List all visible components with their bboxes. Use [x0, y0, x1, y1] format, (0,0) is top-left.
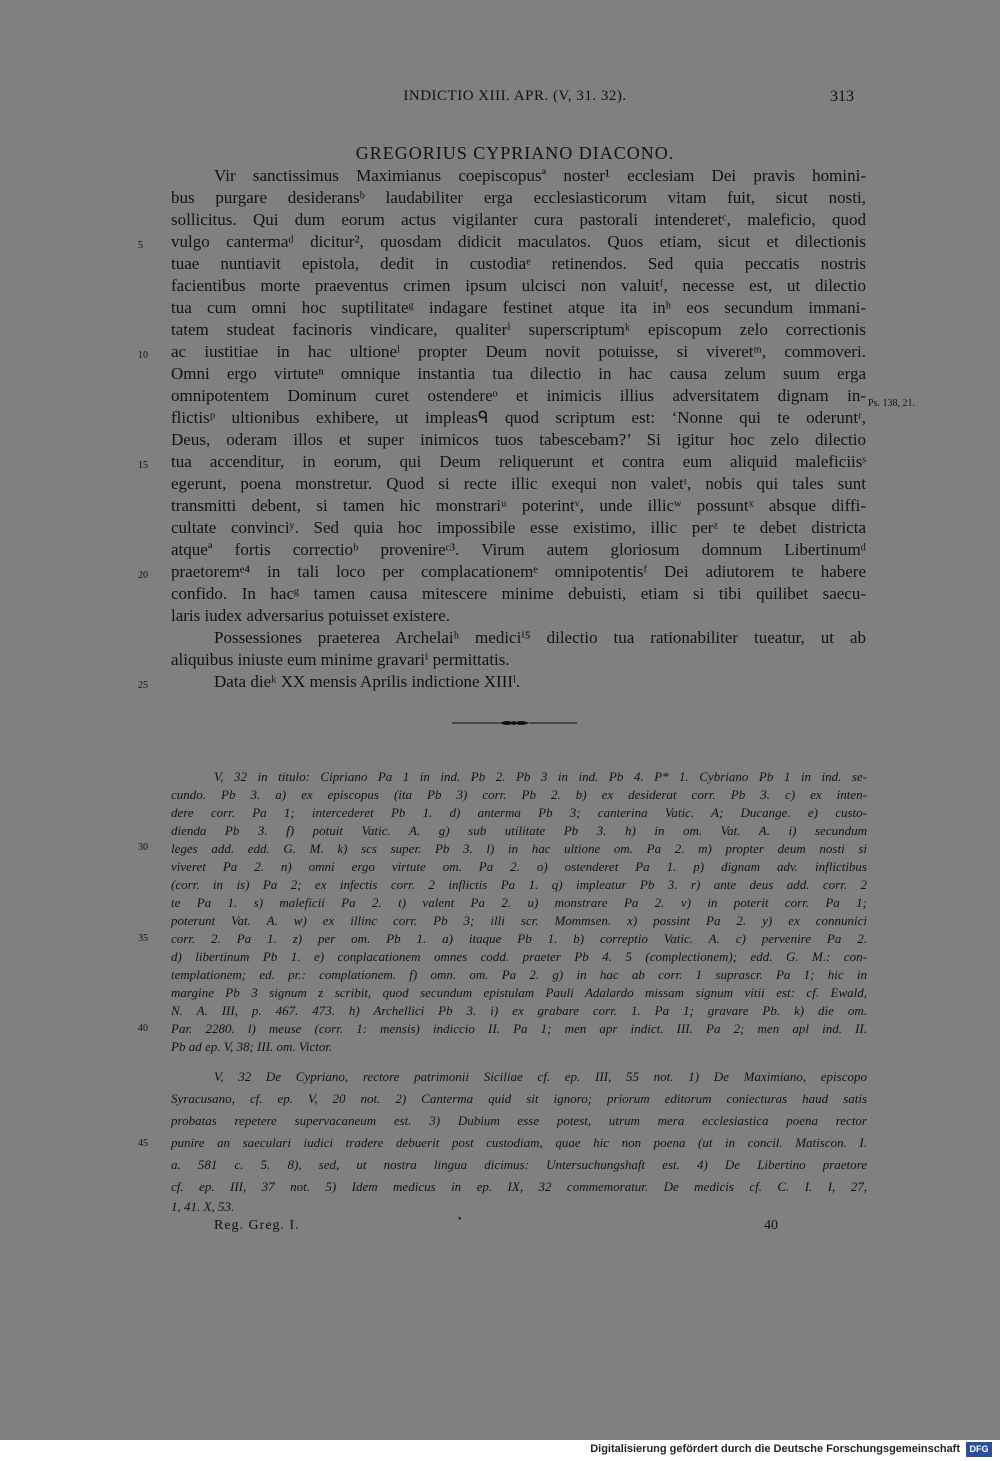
- signature-mark: Reg. Greg. I.: [214, 1218, 300, 1233]
- note-line: probatas repetere supervacaneum est. 3) Dubium esse potest, utrum mera ecclesiastica poena rector: [171, 1113, 867, 1128]
- body-line: sollicitus. Qui dum eorum actus vigilanter cura pastorali intenderetᶜ, maleficio, quod: [171, 210, 866, 229]
- apparatus-line: cundo. Pb 3. a) ex episcopus (ita Pb 3) corr. Pb 2. b) ex desiderat corr. Pb 3. c) ex inten-: [171, 787, 867, 802]
- line-number: 25: [138, 680, 148, 691]
- body-line: aliquibus iniuste eum minime gravariⁱ permittatis.: [171, 650, 510, 669]
- digitization-credit[interactable]: Digitalisierung gefördert durch die Deutsche Forschungsgemeinschaft: [590, 1443, 960, 1455]
- body-line: praetoremᵉ⁴ in tali loco per complacationemᵉ omnipotentisᶠ Dei adiutorem te habere: [171, 562, 866, 581]
- apparatus-line: margine Pb 3 signum z scribit, quod secundum epistulam Pauli Adalardo missam signum vitii est: cf. Ewald,: [171, 985, 867, 1000]
- line-number: 20: [138, 570, 148, 581]
- dfg-logo[interactable]: DFG: [966, 1442, 992, 1457]
- body-line: Omni ergo virtuteⁿ omnique instantia tua dilectio in hac causa zelum suum erga: [171, 364, 866, 383]
- body-line: bus purgare desideransᵇ laudabiliter erga ecclesiasticorum vitam fuit, sicut nosti,: [171, 188, 866, 207]
- sheet-number: 40: [764, 1218, 778, 1233]
- body-line: tatem studeat facinoris vindicare, qualiterⁱ superscriptumᵏ episcopum zelo correctionis: [171, 320, 866, 339]
- body-line: Possessiones praeterea Archelaiʰ mediciⁱ⁵ dilectio tua rationabiliter tueatur, ut ab: [214, 628, 866, 647]
- note-line: punire an saeculari iudici tradere debuerit post custodiam, quae hic non poena (ut in concil. Matiscon. I.: [171, 1135, 867, 1150]
- note-line: 1, 41. X, 53.: [171, 1199, 235, 1214]
- body-line: vulgo cantermaᵈ dicitur², quosdam didicit maculatos. Quos etiam, sicut et dilectionis: [171, 232, 866, 251]
- body-line: tuae nuntiavit epistola, dedit in custodiaᵉ retinendos. Sed quia peccatis nostris: [171, 254, 866, 273]
- apparatus-line: dere corr. Pa 1; intercederet Pb 1. d) anterma Pb 3; canterina Vatic. A; Ducange. e) custo-: [171, 805, 867, 820]
- body-line: laris iudex adversarius potuisset existere.: [171, 606, 451, 625]
- note-line: Syracusano, cf. ep. V, 20 not. 2) Canterma quid sit ignoro; priorum editorum coniecturas haud satis: [171, 1091, 867, 1106]
- line-number: 30: [138, 842, 148, 853]
- apparatus-line: Pb ad ep. V, 38; III. om. Victor.: [171, 1039, 333, 1054]
- line-number: 15: [138, 460, 148, 471]
- line-number: 40: [138, 1023, 148, 1034]
- body-line: tua accenditur, in eorum, qui Deum reliquerunt et contra eum aliquid maleficiisˢ: [171, 452, 866, 471]
- note-line: cf. ep. III, 37 not. 5) Idem medicus in ep. IX, 32 commemoratur. De medicis cf. C. I. I, 27,: [171, 1179, 867, 1194]
- line-number: 10: [138, 350, 148, 361]
- body-line: tua cum omni hoc suptilitateᵍ indagare festinet atque ita inʰ eos secundum immani-: [171, 298, 866, 317]
- apparatus-line: leges add. edd. G. M. k) scs super. Pb 3. l) in hac ultione om. Pa 2. m) propter deum nosti si: [171, 841, 867, 856]
- apparatus-line: V, 32 in titulo: Cipriano Pa 1 in ind. Pb 2. Pb 3 in ind. Pb 4. P* 1. Cybriano Pb 1 in ind. se-: [214, 769, 867, 784]
- note-line: V, 32 De Cypriano, rectore patrimonii Siciliae cf. ep. III, 55 not. 1) De Maximiano, episcopo: [214, 1069, 867, 1084]
- body-line: Data dieᵏ XX mensis Aprilis indictione XIIIˡ.: [214, 672, 521, 691]
- ornament-divider: [452, 718, 577, 728]
- line-number: 45: [138, 1138, 148, 1149]
- apparatus-line: d) libertinum Pb 1. e) conplacationem omnes codd. praeter Pb 4. 5 (complectionem); edd. G. M.: con-: [171, 949, 867, 964]
- note-line: a. 581 c. 5. 8), sed, ut nostra lingua dicimus: Untersuchungshaft est. 4) De Libertino praetore: [171, 1157, 867, 1172]
- body-line: Deus, oderam illos et super inimicos tuos tabescebam?’ Si igitur hoc zelo dilectio: [171, 430, 866, 449]
- page-number: 313: [830, 88, 854, 105]
- apparatus-line: te Pa 1. s) maleficii Pa 2. t) valent Pa 2. u) monstrare Pa 2. v) in poterit corr. Pa 1;: [171, 895, 867, 910]
- apparatus-line: N. A. III, p. 467. 473. h) Archellici Pb 3. i) ex grabare corr. 1. Pa 1; gravare Pb. k) die om.: [171, 1003, 867, 1018]
- margin-reference: Ps. 138, 21.: [868, 398, 915, 409]
- apparatus-line: (corr. in is) Pa 2; ex infectis corr. 2 inflictis Pa 1. q) impleatur Pb 3. r) ante deus add. corr. 2: [171, 877, 867, 892]
- apparatus-line: corr. 2. Pa 1. z) per om. Pb 1. a) itaque Pb 1. b) correptio Vatic. A. c) pervenire Pa 2.: [171, 931, 867, 946]
- body-line: facientibus morte praeventus crimen ipsum ulcisci non valuitᶠ, necesse est, ut dilectio: [171, 276, 866, 295]
- letter-title: GREGORIUS CYPRIANO DIACONO.: [355, 143, 675, 163]
- apparatus-line: poterunt Vat. A. w) ex illinc corr. Pb 3; illi scr. Mommsen. x) possint Pa 2. y) ex connunici: [171, 913, 867, 928]
- running-title: INDICTIO XIII. APR. (V, 31. 32).: [403, 88, 627, 104]
- body-line: egerunt, poena monstretur. Quod si recte illic exequi non valetᵗ, nobis qui tales sunt: [171, 474, 866, 493]
- body-line: flictisᵖ ultionibus exhibere, ut impleasᑫ quod scriptum est: ‘Nonne qui te oderuntʳ,: [171, 408, 866, 427]
- apparatus-line: viveret Pa 2. n) omni ergo virtute om. Pa 2. o) ostenderet Pa 1. p) dignam adv. inflictibus: [171, 859, 867, 874]
- apparatus-line: templationem; ed. pr.: complationem. f) omn. om. Pa 2. g) in hac ab corr. 1 suprascr. Pa 1; hic in: [171, 967, 867, 982]
- body-line: omnipotentem Dominum curet ostendereᵒ et inimicis illius adversitatem dignam in-: [171, 386, 866, 405]
- body-line: ac iustitiae in hac ultioneˡ propter Deum novit potuisse, si viveretᵐ, commoveri.: [171, 342, 866, 361]
- body-line: atqueª fortis correctioᵇ provenireᶜ³. Virum autem gloriosum domnum Libertinumᵈ: [171, 540, 866, 559]
- body-line: transmitti debent, si tamen hic monstrariᵘ poterintᵛ, unde illicʷ possuntˣ absque diffi-: [171, 496, 866, 515]
- apparatus-line: Par. 2280. l) meuse (corr. 1: mensis) indiccio II. Pa 1; men apr indict. III. Pa 2; men apl ind. II.: [171, 1021, 867, 1036]
- body-line: Vir sanctissimus Maximianus coepiscopusª noster¹ ecclesiam Dei pravis homini-: [214, 166, 866, 185]
- line-number: 5: [138, 240, 143, 251]
- body-line: cultate convinciʸ. Sed quia hoc impossibile esse existimo, illic perᶻ te debet districta: [171, 518, 866, 537]
- apparatus-line: dienda Pb 3. f) potuit Vatic. A. g) sub utilitate Pb 3. h) in om. Vat. A. i) secundum: [171, 823, 867, 838]
- printer-mark: •: [458, 1214, 462, 1225]
- line-number: 35: [138, 933, 148, 944]
- body-line: confido. In hacᵍ tamen causa mitescere minime debuisti, etiam si tibi quilibet saecu-: [171, 584, 866, 603]
